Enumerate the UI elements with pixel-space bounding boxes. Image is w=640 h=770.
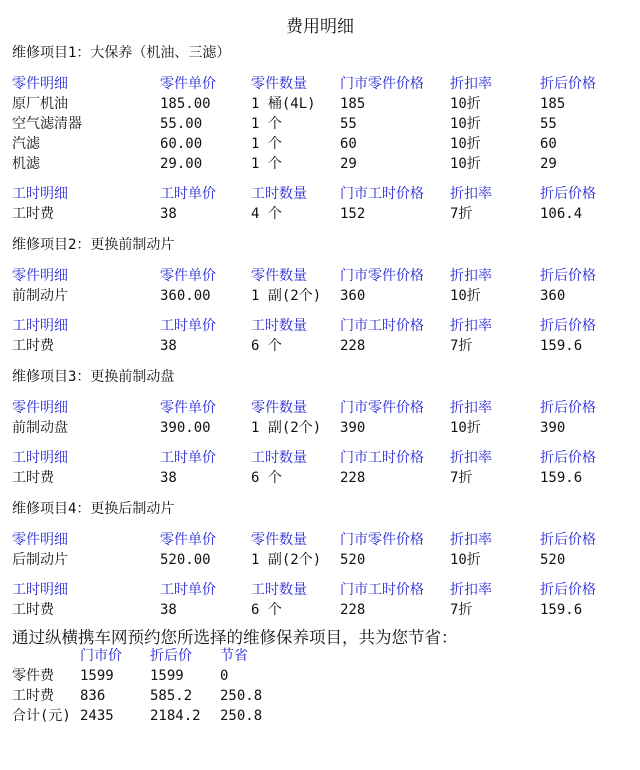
cell-1: 38 bbox=[160, 338, 177, 354]
cell-4: 7折 bbox=[450, 206, 473, 222]
cell-1: 38 bbox=[160, 206, 177, 222]
cell-1: 360.00 bbox=[160, 288, 211, 304]
column-header-1: 工时单价 bbox=[160, 450, 216, 466]
cell-2: 1 桶(4L) bbox=[251, 96, 316, 112]
column-header-5: 折后价格 bbox=[540, 582, 596, 598]
cell-1: 520.00 bbox=[160, 552, 211, 568]
summary-column-header: 节省 bbox=[220, 648, 248, 664]
parts-header-row bbox=[0, 398, 640, 418]
cell-0: 前制动片 bbox=[12, 288, 68, 304]
summary-header-row bbox=[0, 646, 640, 666]
cell-0: 原厂机油 bbox=[12, 96, 68, 112]
summary-cell: 1599 bbox=[150, 668, 184, 684]
column-header-1: 零件单价 bbox=[160, 76, 216, 92]
column-header-4: 折扣率 bbox=[450, 532, 492, 548]
column-header-2: 工时数量 bbox=[251, 450, 307, 466]
cell-4: 7折 bbox=[450, 602, 473, 618]
cell-1: 60.00 bbox=[160, 136, 203, 152]
cell-5: 159.6 bbox=[540, 338, 583, 354]
column-header-2: 零件数量 bbox=[251, 532, 307, 548]
cell-5: 390 bbox=[540, 420, 566, 436]
cell-4: 10折 bbox=[450, 288, 481, 304]
cell-0: 汽滤 bbox=[12, 136, 40, 152]
labor-header-row bbox=[0, 316, 640, 336]
column-header-4: 折扣率 bbox=[450, 318, 492, 334]
cell-1: 38 bbox=[160, 470, 177, 486]
summary-cell: 2435 bbox=[80, 708, 114, 724]
column-header-5: 折后价格 bbox=[540, 76, 596, 92]
cell-5: 29 bbox=[540, 156, 557, 172]
cell-3: 228 bbox=[340, 338, 366, 354]
labor-header-row bbox=[0, 448, 640, 468]
cell-1: 38 bbox=[160, 602, 177, 618]
column-header-3: 门市工时价格 bbox=[340, 450, 424, 466]
parts-row bbox=[0, 114, 640, 134]
column-header-2: 工时数量 bbox=[251, 582, 307, 598]
cell-3: 29 bbox=[340, 156, 357, 172]
cell-3: 60 bbox=[340, 136, 357, 152]
labor-row bbox=[0, 600, 640, 620]
parts-row bbox=[0, 286, 640, 306]
parts-row bbox=[0, 134, 640, 154]
column-header-3: 门市工时价格 bbox=[340, 318, 424, 334]
column-header-3: 门市零件价格 bbox=[340, 76, 424, 92]
cell-1: 29.00 bbox=[160, 156, 203, 172]
cell-2: 6 个 bbox=[251, 602, 282, 618]
cell-0: 工时费 bbox=[12, 338, 54, 354]
column-header-4: 折扣率 bbox=[450, 450, 492, 466]
cell-2: 1 个 bbox=[251, 116, 282, 132]
cell-0: 后制动片 bbox=[12, 552, 68, 568]
parts-header-row bbox=[0, 74, 640, 94]
cell-3: 152 bbox=[340, 206, 366, 222]
cell-4: 10折 bbox=[450, 156, 481, 172]
column-header-3: 门市零件价格 bbox=[340, 268, 424, 284]
summary-cell: 合计(元) bbox=[12, 708, 71, 724]
cell-5: 185 bbox=[540, 96, 566, 112]
summary-cell: 1599 bbox=[80, 668, 114, 684]
labor-header-row bbox=[0, 184, 640, 204]
column-header-3: 门市工时价格 bbox=[340, 186, 424, 202]
column-header-1: 工时单价 bbox=[160, 582, 216, 598]
column-header-5: 折后价格 bbox=[540, 318, 596, 334]
column-header-1: 零件单价 bbox=[160, 268, 216, 284]
cell-0: 工时费 bbox=[12, 470, 54, 486]
summary-cell: 工时费 bbox=[12, 688, 54, 704]
column-header-3: 门市零件价格 bbox=[340, 532, 424, 548]
cell-3: 55 bbox=[340, 116, 357, 132]
summary-cell: 零件费 bbox=[12, 668, 54, 684]
column-header-0: 零件明细 bbox=[12, 268, 68, 284]
summary-row bbox=[0, 706, 640, 726]
cell-2: 1 个 bbox=[251, 136, 282, 152]
section-title: 维修项目2：更换前制动片 bbox=[12, 237, 175, 253]
column-header-2: 工时数量 bbox=[251, 318, 307, 334]
cell-2: 1 个 bbox=[251, 156, 282, 172]
cell-5: 159.6 bbox=[540, 470, 583, 486]
parts-row bbox=[0, 550, 640, 570]
column-header-0: 工时明细 bbox=[12, 582, 68, 598]
cell-4: 7折 bbox=[450, 338, 473, 354]
summary-cell: 250.8 bbox=[220, 688, 263, 704]
section-title: 维修项目1：大保养（机油、三滤） bbox=[12, 45, 231, 61]
column-header-4: 折扣率 bbox=[450, 582, 492, 598]
cell-1: 185.00 bbox=[160, 96, 211, 112]
column-header-4: 折扣率 bbox=[450, 186, 492, 202]
column-header-5: 折后价格 bbox=[540, 186, 596, 202]
column-header-0: 零件明细 bbox=[12, 400, 68, 416]
labor-row bbox=[0, 204, 640, 224]
cell-2: 6 个 bbox=[251, 470, 282, 486]
column-header-2: 工时数量 bbox=[251, 186, 307, 202]
summary-cell: 2184.2 bbox=[150, 708, 201, 724]
labor-row bbox=[0, 336, 640, 356]
cell-4: 10折 bbox=[450, 552, 481, 568]
cell-1: 55.00 bbox=[160, 116, 203, 132]
parts-row bbox=[0, 94, 640, 114]
column-header-2: 零件数量 bbox=[251, 400, 307, 416]
parts-header-row bbox=[0, 266, 640, 286]
column-header-1: 零件单价 bbox=[160, 532, 216, 548]
column-header-4: 折扣率 bbox=[450, 76, 492, 92]
section-title: 维修项目4：更换后制动片 bbox=[12, 501, 175, 517]
cell-5: 55 bbox=[540, 116, 557, 132]
column-header-1: 工时单价 bbox=[160, 186, 216, 202]
cell-2: 6 个 bbox=[251, 338, 282, 354]
cell-0: 空气滤清器 bbox=[12, 116, 82, 132]
summary-row bbox=[0, 686, 640, 706]
summary-cell: 0 bbox=[220, 668, 229, 684]
column-header-2: 零件数量 bbox=[251, 76, 307, 92]
column-header-5: 折后价格 bbox=[540, 450, 596, 466]
labor-row bbox=[0, 468, 640, 488]
cell-0: 机滤 bbox=[12, 156, 40, 172]
cell-0: 工时费 bbox=[12, 206, 54, 222]
column-header-1: 零件单价 bbox=[160, 400, 216, 416]
cell-3: 360 bbox=[340, 288, 366, 304]
summary-title: 通过纵横携车网预约您所选择的维修保养项目，共为您节省： bbox=[12, 628, 458, 647]
parts-row bbox=[0, 418, 640, 438]
cell-3: 228 bbox=[340, 602, 366, 618]
column-header-5: 折后价格 bbox=[540, 268, 596, 284]
column-header-0: 零件明细 bbox=[12, 532, 68, 548]
summary-column-header: 门市价 bbox=[80, 648, 122, 664]
summary-cell: 585.2 bbox=[150, 688, 193, 704]
column-header-3: 门市工时价格 bbox=[340, 582, 424, 598]
parts-row bbox=[0, 154, 640, 174]
cell-4: 10折 bbox=[450, 136, 481, 152]
cell-0: 前制动盘 bbox=[12, 420, 68, 436]
cell-3: 520 bbox=[340, 552, 366, 568]
cell-4: 10折 bbox=[450, 116, 481, 132]
cell-3: 185 bbox=[340, 96, 366, 112]
summary-column-header: 折后价 bbox=[150, 648, 192, 664]
column-header-0: 零件明细 bbox=[12, 76, 68, 92]
cell-5: 159.6 bbox=[540, 602, 583, 618]
column-header-0: 工时明细 bbox=[12, 450, 68, 466]
column-header-2: 零件数量 bbox=[251, 268, 307, 284]
cell-5: 360 bbox=[540, 288, 566, 304]
cell-4: 10折 bbox=[450, 96, 481, 112]
cell-2: 1 副(2个) bbox=[251, 552, 322, 568]
cell-0: 工时费 bbox=[12, 602, 54, 618]
section-title: 维修项目3：更换前制动盘 bbox=[12, 369, 175, 385]
column-header-0: 工时明细 bbox=[12, 318, 68, 334]
cell-5: 520 bbox=[540, 552, 566, 568]
column-header-1: 工时单价 bbox=[160, 318, 216, 334]
cell-1: 390.00 bbox=[160, 420, 211, 436]
cell-3: 390 bbox=[340, 420, 366, 436]
column-header-3: 门市零件价格 bbox=[340, 400, 424, 416]
labor-header-row bbox=[0, 580, 640, 600]
column-header-4: 折扣率 bbox=[450, 268, 492, 284]
summary-cell: 836 bbox=[80, 688, 106, 704]
cell-4: 10折 bbox=[450, 420, 481, 436]
summary-cell: 250.8 bbox=[220, 708, 263, 724]
parts-header-row bbox=[0, 530, 640, 550]
column-header-5: 折后价格 bbox=[540, 532, 596, 548]
cell-2: 4 个 bbox=[251, 206, 282, 222]
column-header-0: 工时明细 bbox=[12, 186, 68, 202]
cell-4: 7折 bbox=[450, 470, 473, 486]
cell-3: 228 bbox=[340, 470, 366, 486]
page-title: 费用明细 bbox=[286, 17, 354, 37]
cell-2: 1 副(2个) bbox=[251, 420, 322, 436]
cell-5: 60 bbox=[540, 136, 557, 152]
cell-5: 106.4 bbox=[540, 206, 583, 222]
summary-row bbox=[0, 666, 640, 686]
column-header-4: 折扣率 bbox=[450, 400, 492, 416]
cell-2: 1 副(2个) bbox=[251, 288, 322, 304]
column-header-5: 折后价格 bbox=[540, 400, 596, 416]
